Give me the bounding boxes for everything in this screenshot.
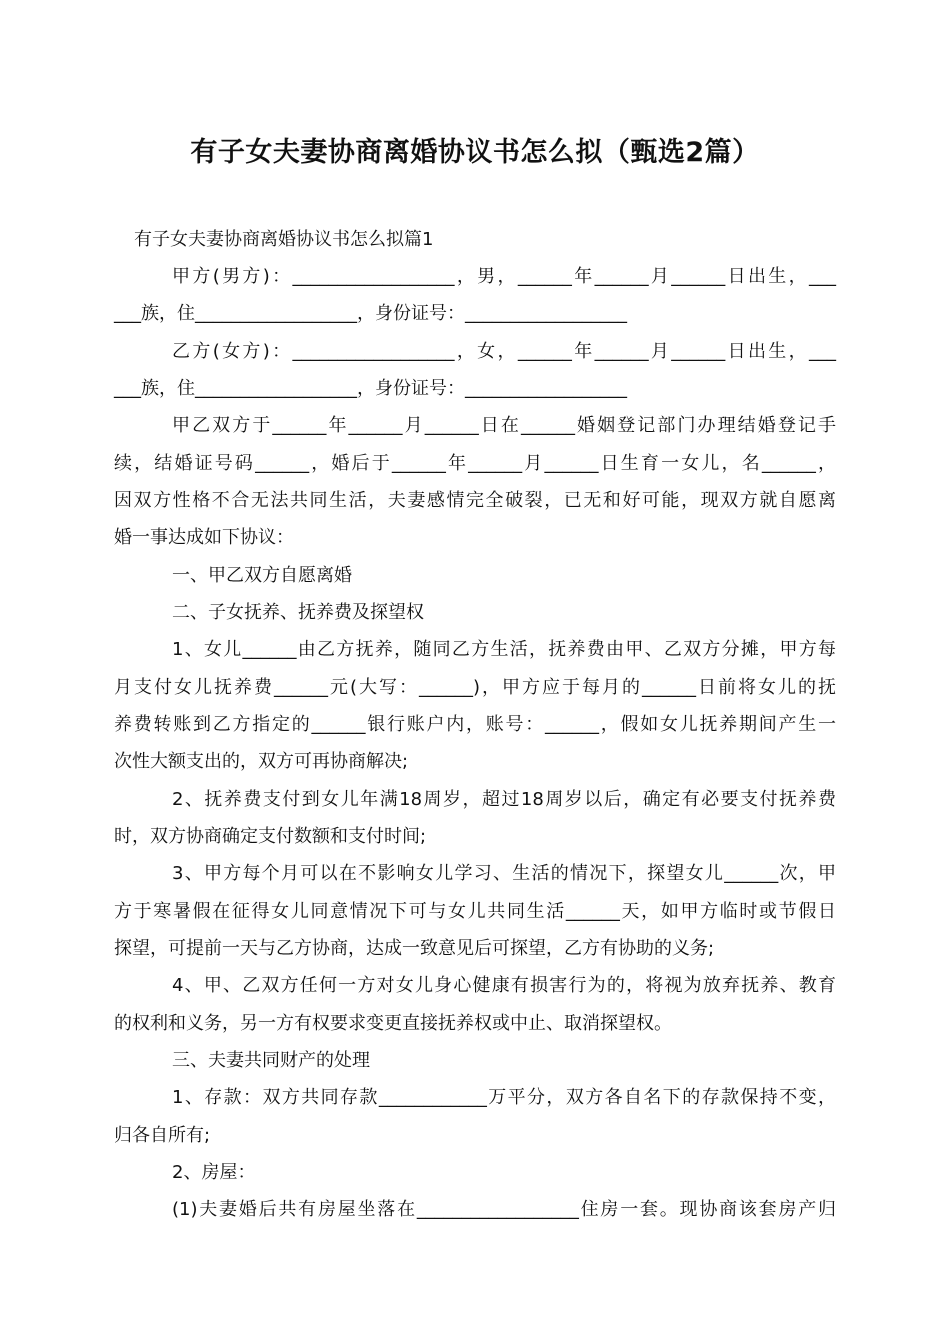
paragraph-line: 归各自所有;	[114, 1125, 211, 1146]
paragraph-line: 因双方性格不合无法共同生活，夫妻感情完全破裂，已无和好可能，现双方就自愿离	[114, 490, 836, 511]
paragraph-line: 月支付女儿抚养费______元(大写：______)，甲方应于每月的______日前将女儿的抚	[114, 677, 836, 698]
paragraph-line: 甲方(男方)：__________________，男，______年______月______日出生，___	[172, 266, 836, 287]
paragraph-line: ___族，住__________________，身份证号：__________________	[114, 303, 627, 324]
paragraph-line: 时，双方协商确定支付数额和支付时间;	[114, 826, 427, 847]
paragraph-line: (1)夫妻婚后共有房屋坐落在__________________住房一套。现协商该套房产归	[172, 1199, 836, 1220]
paragraph-line: 探望，可提前一天与乙方协商，达成一致意见后可探望，乙方有协助的义务;	[114, 938, 715, 959]
section-heading: 有子女夫妻协商离婚协议书怎么拟篇1	[134, 229, 434, 250]
paragraph-line: 婚一事达成如下协议：	[114, 527, 294, 548]
paragraph-line: 2、房屋：	[172, 1162, 256, 1183]
paragraph-line: 乙方(女方)：__________________，女，______年______月______日出生，___	[172, 341, 836, 362]
paragraph-line: 1、女儿______由乙方抚养，随同乙方生活，抚养费由甲、乙双方分摊，甲方每	[172, 639, 836, 660]
clause-heading: 三、夫妻共同财产的处理	[172, 1050, 370, 1071]
paragraph-line: ___族，住__________________，身份证号：__________________	[114, 378, 627, 399]
paragraph-line: 2、抚养费支付到女儿年满18周岁，超过18周岁以后，确定有必要支付抚养费	[172, 789, 836, 810]
clause-heading: 二、子女抚养、抚养费及探望权	[172, 602, 424, 623]
paragraph-line: 甲乙双方于______年______月______日在______婚姻登记部门办理结婚登记手	[172, 415, 836, 436]
clause-heading: 一、甲乙双方自愿离婚	[172, 565, 352, 586]
paragraph-line: 续，结婚证号码______，婚后于______年______月______日生育一女儿，名______，	[114, 453, 836, 474]
paragraph-line: 4、甲、乙双方任何一方对女儿身心健康有损害行为的，将视为放弃抚养、教育	[172, 975, 836, 996]
paragraph-line: 养费转账到乙方指定的______银行账户内，账号：______，假如女儿抚养期间产生一	[114, 714, 836, 735]
paragraph-line: 的权利和义务，另一方有权要求变更直接抚养权或中止、取消探望权。	[114, 1013, 672, 1034]
paragraph-line: 1、存款：双方共同存款____________万平分，双方各自名下的存款保持不变，	[172, 1087, 836, 1108]
paragraph-line: 方于寒暑假在征得女儿同意情况下可与女儿共同生活______天，如甲方临时或节假日	[114, 901, 836, 922]
document-title: 有子女夫妻协商离婚协议书怎么拟（甄选2篇）	[190, 137, 760, 168]
paragraph-line: 次性大额支出的，双方可再协商解决;	[114, 751, 409, 772]
paragraph-line: 3、甲方每个月可以在不影响女儿学习、生活的情况下，探望女儿______次，甲	[172, 863, 836, 884]
